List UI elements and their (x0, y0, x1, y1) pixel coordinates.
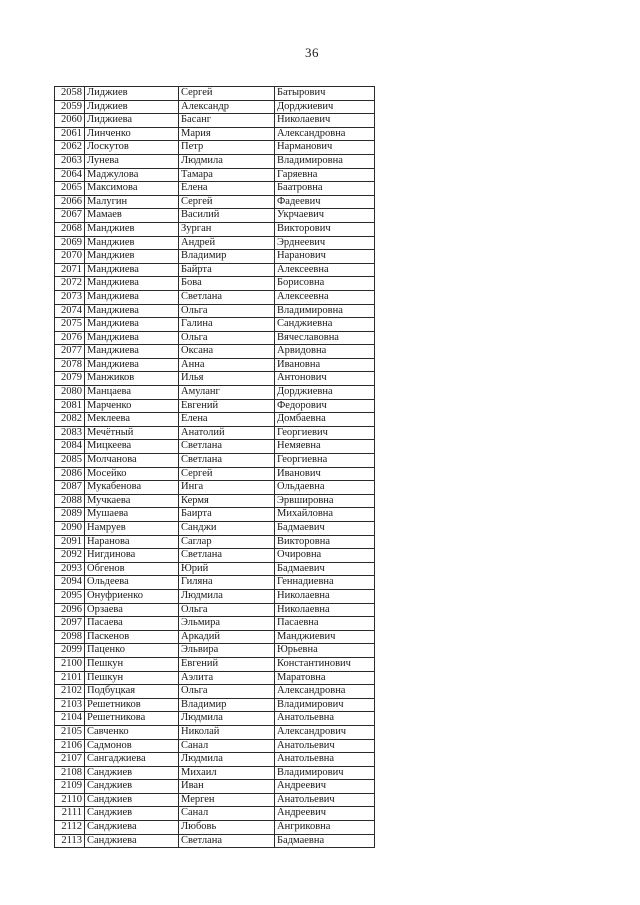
table-row (55, 222, 375, 236)
row-number-cell: 2103 (55, 698, 85, 712)
first-name-cell: Саглар (179, 535, 275, 549)
row-number-cell: 2083 (55, 426, 85, 440)
patronymic-cell: Пасаевна (275, 617, 375, 631)
patronymic-cell: Николаевич (275, 114, 375, 128)
row-number-cell: 2073 (55, 290, 85, 304)
last-name-cell: Наранова (85, 535, 179, 549)
last-name-cell: Манджиев (85, 236, 179, 250)
row-number-cell: 2086 (55, 467, 85, 481)
first-name-cell: Илья (179, 372, 275, 386)
table-row (55, 562, 375, 576)
table-row (55, 535, 375, 549)
row-number-cell: 2106 (55, 739, 85, 753)
last-name-cell: Лиджиева (85, 114, 179, 128)
row-number-cell: 2076 (55, 331, 85, 345)
first-name-cell: Аркадий (179, 630, 275, 644)
row-number-cell: 2092 (55, 549, 85, 563)
names-table-body (55, 87, 375, 848)
first-name-cell: Мерген (179, 793, 275, 807)
table-row (55, 508, 375, 522)
row-number-cell: 2072 (55, 277, 85, 291)
patronymic-cell: Геннадиевна (275, 576, 375, 590)
row-number-cell: 2097 (55, 617, 85, 631)
patronymic-cell: Дорджиевна (275, 386, 375, 400)
first-name-cell: Аэлита (179, 671, 275, 685)
last-name-cell: Паценко (85, 644, 179, 658)
last-name-cell: Пасаева (85, 617, 179, 631)
first-name-cell: Владимир (179, 250, 275, 264)
patronymic-cell: Викторовна (275, 535, 375, 549)
first-name-cell: Бова (179, 277, 275, 291)
first-name-cell: Юрий (179, 562, 275, 576)
first-name-cell: Байрта (179, 263, 275, 277)
last-name-cell: Мучкаева (85, 494, 179, 508)
row-number-cell: 2099 (55, 644, 85, 658)
row-number-cell: 2062 (55, 141, 85, 155)
last-name-cell: Пешкун (85, 671, 179, 685)
table-row (55, 549, 375, 563)
table-row (55, 114, 375, 128)
patronymic-cell: Владимировна (275, 154, 375, 168)
table-row (55, 440, 375, 454)
patronymic-cell: Александрович (275, 725, 375, 739)
last-name-cell: Манджиев (85, 222, 179, 236)
table-row (55, 671, 375, 685)
first-name-cell: Тамара (179, 168, 275, 182)
last-name-cell: Маджулова (85, 168, 179, 182)
row-number-cell: 2079 (55, 372, 85, 386)
last-name-cell: Санджиева (85, 821, 179, 835)
page-number: 36 (305, 45, 319, 60)
row-number-cell: 2074 (55, 304, 85, 318)
first-name-cell: Сергей (179, 467, 275, 481)
last-name-cell: Мосейко (85, 467, 179, 481)
last-name-cell: Санджиева (85, 834, 179, 848)
row-number-cell: 2067 (55, 209, 85, 223)
row-number-cell: 2085 (55, 454, 85, 468)
patronymic-cell: Очировна (275, 549, 375, 563)
last-name-cell: Санджиев (85, 793, 179, 807)
patronymic-cell: Арвидовна (275, 345, 375, 359)
first-name-cell: Ольга (179, 304, 275, 318)
table-row (55, 304, 375, 318)
first-name-cell: Михаил (179, 766, 275, 780)
row-number-cell: 2100 (55, 657, 85, 671)
first-name-cell: Светлана (179, 549, 275, 563)
table-row (55, 494, 375, 508)
first-name-cell: Оксана (179, 345, 275, 359)
row-number-cell: 2104 (55, 712, 85, 726)
last-name-cell: Лиджиев (85, 87, 179, 101)
first-name-cell: Галина (179, 318, 275, 332)
table-row (55, 617, 375, 631)
table-row (55, 522, 375, 536)
patronymic-cell: Владимирович (275, 698, 375, 712)
last-name-cell: Линченко (85, 127, 179, 141)
last-name-cell: Мушаева (85, 508, 179, 522)
last-name-cell: Мамаев (85, 209, 179, 223)
patronymic-cell: Нарманович (275, 141, 375, 155)
last-name-cell: Манджиева (85, 277, 179, 291)
first-name-cell: Санал (179, 739, 275, 753)
row-number-cell: 2093 (55, 562, 85, 576)
row-number-cell: 2087 (55, 481, 85, 495)
row-number-cell: 2111 (55, 807, 85, 821)
last-name-cell: Манджиева (85, 345, 179, 359)
patronymic-cell: Анатольевич (275, 793, 375, 807)
patronymic-cell: Владимирович (275, 766, 375, 780)
patronymic-cell: Вячеславовна (275, 331, 375, 345)
first-name-cell: Сергей (179, 87, 275, 101)
first-name-cell: Ольга (179, 331, 275, 345)
table-row (55, 386, 375, 400)
table-row (55, 182, 375, 196)
table-row (55, 576, 375, 590)
table-row (55, 821, 375, 835)
first-name-cell: Евгений (179, 657, 275, 671)
row-number-cell: 2058 (55, 87, 85, 101)
first-name-cell: Людмила (179, 589, 275, 603)
row-number-cell: 2066 (55, 195, 85, 209)
last-name-cell: Намруев (85, 522, 179, 536)
patronymic-cell: Иванович (275, 467, 375, 481)
row-number-cell: 2105 (55, 725, 85, 739)
table-row (55, 657, 375, 671)
row-number-cell: 2107 (55, 753, 85, 767)
first-name-cell: Санал (179, 807, 275, 821)
patronymic-cell: Александровна (275, 127, 375, 141)
row-number-cell: 2071 (55, 263, 85, 277)
first-name-cell: Людмила (179, 712, 275, 726)
last-name-cell: Савченко (85, 725, 179, 739)
first-name-cell: Николай (179, 725, 275, 739)
patronymic-cell: Борисовна (275, 277, 375, 291)
table-row (55, 127, 375, 141)
patronymic-cell: Бадмаевич (275, 562, 375, 576)
first-name-cell: Сергей (179, 195, 275, 209)
first-name-cell: Анна (179, 358, 275, 372)
table-row (55, 277, 375, 291)
last-name-cell: Манжиков (85, 372, 179, 386)
patronymic-cell: Михайловна (275, 508, 375, 522)
first-name-cell: Елена (179, 182, 275, 196)
patronymic-cell: Маратовна (275, 671, 375, 685)
last-name-cell: Санджиев (85, 766, 179, 780)
row-number-cell: 2110 (55, 793, 85, 807)
table-row (55, 195, 375, 209)
first-name-cell: Инга (179, 481, 275, 495)
table-row (55, 209, 375, 223)
last-name-cell: Лунева (85, 154, 179, 168)
first-name-cell: Зурган (179, 222, 275, 236)
row-number-cell: 2108 (55, 766, 85, 780)
last-name-cell: Меклеева (85, 413, 179, 427)
last-name-cell: Мицкеева (85, 440, 179, 454)
first-name-cell: Иван (179, 780, 275, 794)
patronymic-cell: Фадеевич (275, 195, 375, 209)
row-number-cell: 2070 (55, 250, 85, 264)
table-row (55, 698, 375, 712)
last-name-cell: Сангаджиева (85, 753, 179, 767)
table-row (55, 290, 375, 304)
table-row (55, 372, 375, 386)
table-row (55, 793, 375, 807)
row-number-cell: 2089 (55, 508, 85, 522)
table-row (55, 685, 375, 699)
first-name-cell: Светлана (179, 440, 275, 454)
row-number-cell: 2096 (55, 603, 85, 617)
row-number-cell: 2094 (55, 576, 85, 590)
row-number-cell: 2069 (55, 236, 85, 250)
last-name-cell: Манджиев (85, 250, 179, 264)
first-name-cell: Анатолий (179, 426, 275, 440)
last-name-cell: Паскенов (85, 630, 179, 644)
patronymic-cell: Федорович (275, 399, 375, 413)
patronymic-cell: Ивановна (275, 358, 375, 372)
patronymic-cell: Николаевна (275, 603, 375, 617)
table-row (55, 345, 375, 359)
row-number-cell: 2088 (55, 494, 85, 508)
patronymic-cell: Анатольевна (275, 753, 375, 767)
table-row (55, 780, 375, 794)
patronymic-cell: Наранович (275, 250, 375, 264)
patronymic-cell: Константинович (275, 657, 375, 671)
last-name-cell: Обгенов (85, 562, 179, 576)
first-name-cell: Басанг (179, 114, 275, 128)
table-row (55, 834, 375, 848)
table-row (55, 739, 375, 753)
first-name-cell: Ольга (179, 603, 275, 617)
last-name-cell: Манджиева (85, 318, 179, 332)
patronymic-cell: Анатольевич (275, 739, 375, 753)
patronymic-cell: Укрчаевич (275, 209, 375, 223)
last-name-cell: Решетникова (85, 712, 179, 726)
patronymic-cell: Юрьевна (275, 644, 375, 658)
table-row (55, 807, 375, 821)
row-number-cell: 2102 (55, 685, 85, 699)
patronymic-cell: Ольдаевна (275, 481, 375, 495)
first-name-cell: Владимир (179, 698, 275, 712)
patronymic-cell: Владимировна (275, 304, 375, 318)
row-number-cell: 2095 (55, 589, 85, 603)
patronymic-cell: Александровна (275, 685, 375, 699)
last-name-cell: Пешкун (85, 657, 179, 671)
patronymic-cell: Гаряевна (275, 168, 375, 182)
first-name-cell: Гиляна (179, 576, 275, 590)
first-name-cell: Кермя (179, 494, 275, 508)
last-name-cell: Малугин (85, 195, 179, 209)
first-name-cell: Санджи (179, 522, 275, 536)
last-name-cell: Марченко (85, 399, 179, 413)
first-name-cell: Ольга (179, 685, 275, 699)
table-row (55, 766, 375, 780)
first-name-cell: Светлана (179, 290, 275, 304)
row-number-cell: 2078 (55, 358, 85, 372)
table-row (55, 331, 375, 345)
row-number-cell: 2084 (55, 440, 85, 454)
row-number-cell: 2063 (55, 154, 85, 168)
patronymic-cell: Эрднеевич (275, 236, 375, 250)
patronymic-cell: Антонович (275, 372, 375, 386)
last-name-cell: Орзаева (85, 603, 179, 617)
table-row (55, 263, 375, 277)
patronymic-cell: Домбаевна (275, 413, 375, 427)
row-number-cell: 2075 (55, 318, 85, 332)
row-number-cell: 2109 (55, 780, 85, 794)
last-name-cell: Мукабенова (85, 481, 179, 495)
table-row (55, 603, 375, 617)
last-name-cell: Лоскутов (85, 141, 179, 155)
table-row (55, 168, 375, 182)
table-row (55, 481, 375, 495)
row-number-cell: 2060 (55, 114, 85, 128)
patronymic-cell: Викторович (275, 222, 375, 236)
row-number-cell: 2065 (55, 182, 85, 196)
row-number-cell: 2113 (55, 834, 85, 848)
last-name-cell: Подбуцкая (85, 685, 179, 699)
last-name-cell: Решетников (85, 698, 179, 712)
last-name-cell: Манцаева (85, 386, 179, 400)
last-name-cell: Мечётный (85, 426, 179, 440)
table-row (55, 100, 375, 114)
table-row (55, 753, 375, 767)
last-name-cell: Санджиев (85, 780, 179, 794)
table-row (55, 589, 375, 603)
last-name-cell: Ольдеева (85, 576, 179, 590)
table-row (55, 358, 375, 372)
patronymic-cell: Георгиевна (275, 454, 375, 468)
first-name-cell: Амуланг (179, 386, 275, 400)
table-row (55, 454, 375, 468)
first-name-cell: Эльмира (179, 617, 275, 631)
patronymic-cell: Бадмаевна (275, 834, 375, 848)
row-number-cell: 2081 (55, 399, 85, 413)
last-name-cell: Манджиева (85, 358, 179, 372)
patronymic-cell: Алексеевна (275, 263, 375, 277)
last-name-cell: Манджиева (85, 290, 179, 304)
table-row (55, 141, 375, 155)
first-name-cell: Александр (179, 100, 275, 114)
names-table (54, 86, 375, 848)
first-name-cell: Евгений (179, 399, 275, 413)
patronymic-cell: Андреевич (275, 780, 375, 794)
last-name-cell: Санджиев (85, 807, 179, 821)
table-row (55, 467, 375, 481)
patronymic-cell: Дорджиевич (275, 100, 375, 114)
first-name-cell: Василий (179, 209, 275, 223)
patronymic-cell: Санджиевна (275, 318, 375, 332)
row-number-cell: 2061 (55, 127, 85, 141)
last-name-cell: Манджиева (85, 304, 179, 318)
patronymic-cell: Баатровна (275, 182, 375, 196)
patronymic-cell: Немяевна (275, 440, 375, 454)
patronymic-cell: Алексеевна (275, 290, 375, 304)
table-row (55, 712, 375, 726)
first-name-cell: Эльвира (179, 644, 275, 658)
patronymic-cell: Бадмаевич (275, 522, 375, 536)
patronymic-cell: Эрвшировна (275, 494, 375, 508)
first-name-cell: Баирта (179, 508, 275, 522)
first-name-cell: Светлана (179, 454, 275, 468)
table-row (55, 318, 375, 332)
patronymic-cell: Ангриковна (275, 821, 375, 835)
patronymic-cell: Манджиевич (275, 630, 375, 644)
row-number-cell: 2090 (55, 522, 85, 536)
patronymic-cell: Андреевич (275, 807, 375, 821)
last-name-cell: Садмонов (85, 739, 179, 753)
last-name-cell: Максимова (85, 182, 179, 196)
table-row (55, 413, 375, 427)
last-name-cell: Лиджиев (85, 100, 179, 114)
row-number-cell: 2112 (55, 821, 85, 835)
table-row (55, 426, 375, 440)
row-number-cell: 2091 (55, 535, 85, 549)
row-number-cell: 2077 (55, 345, 85, 359)
first-name-cell: Елена (179, 413, 275, 427)
last-name-cell: Нигдинова (85, 549, 179, 563)
patronymic-cell: Батырович (275, 87, 375, 101)
patronymic-cell: Георгиевич (275, 426, 375, 440)
table-row (55, 725, 375, 739)
table-row (55, 630, 375, 644)
row-number-cell: 2059 (55, 100, 85, 114)
table-row (55, 87, 375, 101)
table-row (55, 399, 375, 413)
patronymic-cell: Анатольевна (275, 712, 375, 726)
first-name-cell: Петр (179, 141, 275, 155)
table-row (55, 236, 375, 250)
table-row (55, 154, 375, 168)
first-name-cell: Андрей (179, 236, 275, 250)
first-name-cell: Мария (179, 127, 275, 141)
first-name-cell: Людмила (179, 753, 275, 767)
last-name-cell: Онуфриенко (85, 589, 179, 603)
first-name-cell: Любовь (179, 821, 275, 835)
row-number-cell: 2064 (55, 168, 85, 182)
row-number-cell: 2082 (55, 413, 85, 427)
row-number-cell: 2101 (55, 671, 85, 685)
first-name-cell: Людмила (179, 154, 275, 168)
table-row (55, 644, 375, 658)
first-name-cell: Светлана (179, 834, 275, 848)
table-row (55, 250, 375, 264)
row-number-cell: 2080 (55, 386, 85, 400)
patronymic-cell: Николаевна (275, 589, 375, 603)
last-name-cell: Манджиева (85, 263, 179, 277)
row-number-cell: 2068 (55, 222, 85, 236)
last-name-cell: Манджиева (85, 331, 179, 345)
last-name-cell: Молчанова (85, 454, 179, 468)
row-number-cell: 2098 (55, 630, 85, 644)
